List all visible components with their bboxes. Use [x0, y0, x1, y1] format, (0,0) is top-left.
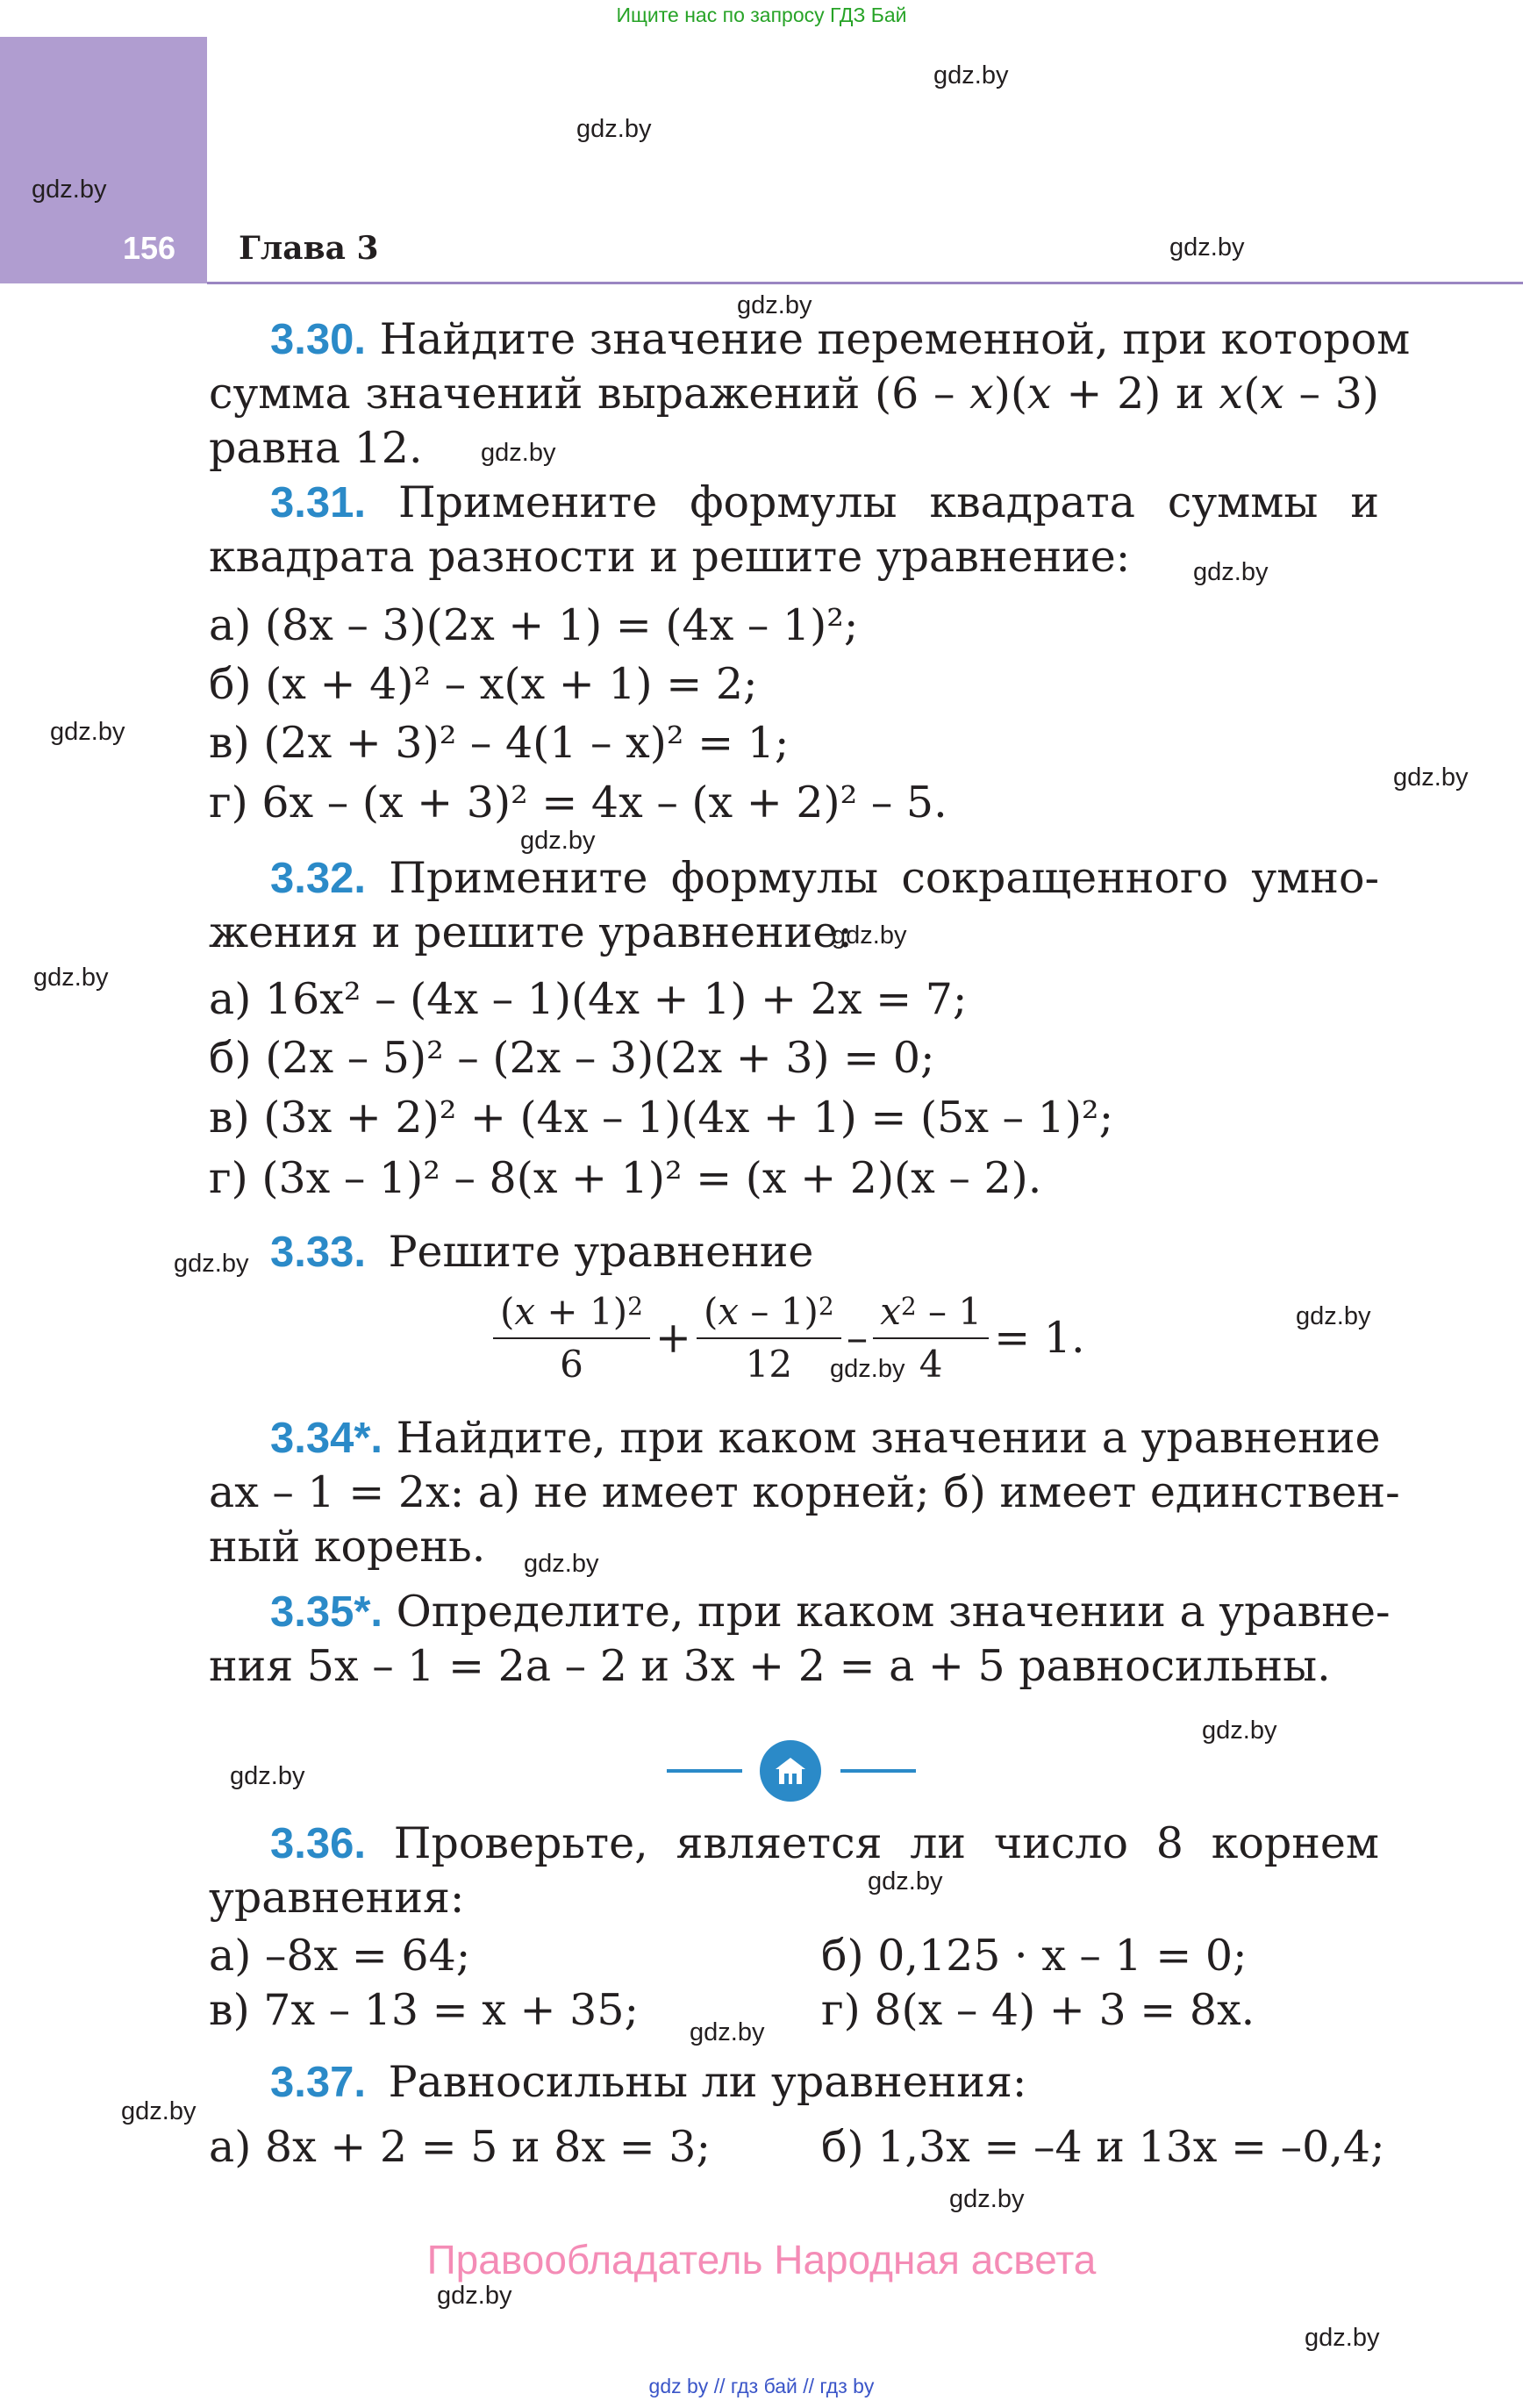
watermark: gdz.by [524, 1550, 599, 1578]
problem-number: 3.32. [270, 855, 366, 902]
top-note: Ищите нас по запросу ГДЗ Бай [616, 4, 907, 26]
problem-3-30-line1: 3.30. Найдите значение переменной, при котором [270, 314, 1411, 364]
watermark: gdz.by [230, 1762, 305, 1790]
watermark: gdz.by [949, 2185, 1025, 2213]
problem-3-32-item-a: а) 16x² – (4x – 1)(4x + 1) + 2x = 7; [209, 974, 968, 1024]
problem-3-31-item-c: в) (2x + 3)² – 4(1 – x)² = 1; [209, 718, 790, 768]
problem-3-31-item-d: г) 6x – (x + 3)² = 4x – (x + 2)² – 5. [209, 778, 947, 828]
watermark: gdz.by [737, 291, 812, 319]
problem-3-31-item-a: а) (8x – 3)(2x + 1) = (4x – 1)²; [209, 600, 859, 650]
problem-3-30-line3: равна 12. [209, 423, 423, 473]
footer-links: gdz by // гдз бай // гдз by [648, 2375, 875, 2397]
problem-3-36-item-a: а) –8x = 64; [209, 1931, 471, 1981]
divider-line-right [840, 1769, 916, 1773]
problem-3-33-equation: $\frac{(x + 1)^2}{6}$ + $\frac{(x - 1)^2}{12}$ – $\frac{x^2 - 1}{4}$ = 1. [488, 1290, 1085, 1387]
problem-3-37-item-b: б) 1,3x = –4 и 13x = –0,4; [821, 2122, 1385, 2172]
problem-number: 3.35*. [270, 1588, 383, 1636]
watermark: gdz.by [174, 1250, 249, 1278]
watermark: gdz.by [1193, 558, 1269, 586]
page-number: 156 [123, 230, 176, 266]
problem-number: 3.34*. [270, 1415, 383, 1462]
home-badge [760, 1740, 821, 1802]
problem-number: 3.37. [270, 2059, 366, 2106]
problem-3-37-item-a: а) 8x + 2 = 5 и 8x = 3; [209, 2122, 711, 2172]
problem-3-34-line1: 3.34*. Найдите, при каком значении a уравнение [270, 1413, 1381, 1463]
problem-3-32-item-d: г) (3x – 1)² – 8(x + 1)² = (x + 2)(x – 2). [209, 1153, 1042, 1203]
watermark: gdz.by [481, 439, 556, 467]
fraction: $\frac{(x - 1)^2}{12}$ [697, 1290, 841, 1387]
header-rule [207, 282, 1523, 284]
problem-3-32-line1: 3.32. Примените формулы сокращенного умно- [270, 853, 1380, 903]
problem-3-32-line2: жения и решите уравнение: [209, 907, 853, 957]
problem-3-32-item-b: б) (2x – 5)² – (2x – 3)(2x + 3) = 0; [209, 1033, 935, 1083]
watermark: gdz.by [33, 964, 109, 992]
problem-3-34-line2: ax – 1 = 2x: а) не имеет корней; б) имеет единствен- [209, 1467, 1400, 1517]
watermark: gdz.by [830, 1355, 905, 1383]
problem-3-31-line2: квадрата разности и решите уравнение: [209, 532, 1131, 582]
problem-number: 3.31. [270, 479, 366, 527]
watermark: gdz.by [1169, 233, 1245, 262]
problem-3-36-line2: уравнения: [209, 1873, 465, 1923]
watermark: gdz.by [933, 61, 1009, 90]
watermark: gdz.by [1305, 2324, 1380, 2352]
problem-3-31-item-b: б) (x + 4)² – x(x + 1) = 2; [209, 659, 758, 709]
problem-3-35-line1: 3.35*. Определите, при каком значении a уравне- [270, 1587, 1391, 1637]
watermark: gdz.by [50, 718, 125, 746]
fraction: $\frac{(x + 1)^2}{6}$ [493, 1290, 650, 1387]
fraction: $\frac{x^2 - 1}{4}$ [873, 1290, 989, 1387]
problem-3-37-line1: 3.37. Равносильны ли уравнения: [270, 2057, 1027, 2107]
watermark: gdz.by [437, 2282, 512, 2310]
watermark: gdz.by [1393, 763, 1469, 792]
watermark: gdz.by [1202, 1716, 1277, 1745]
watermark: gdz.by [121, 2097, 197, 2125]
watermark: gdz.by [690, 2018, 765, 2046]
watermark: gdz.by [520, 827, 596, 855]
watermark: gdz.by [1296, 1302, 1371, 1330]
problem-3-32-item-c: в) (3x + 2)² + (4x – 1)(4x + 1) = (5x – 1)²; [209, 1093, 1114, 1143]
problem-number: 3.33. [270, 1229, 366, 1276]
problem-3-30-line2: сумма значений выражений (6 – x)(x + 2) и x(x – 3) [209, 369, 1379, 419]
watermark: gdz.by [832, 921, 907, 950]
problem-3-35-line2: ния 5x – 1 = 2a – 2 и 3x + 2 = a + 5 равносильны. [209, 1641, 1331, 1691]
chapter-title: Глава 3 [239, 230, 379, 267]
problem-3-36-line1: 3.36. Проверьте, является ли число 8 корнем [270, 1818, 1379, 1868]
copyright-notice: Правообладатель Народная асвета [426, 2237, 1097, 2283]
problem-3-31-line1: 3.31. Примените формулы квадрата суммы и [270, 477, 1380, 527]
problem-3-33-line1: 3.33. Решите уравнение [270, 1227, 814, 1277]
problem-3-36-item-d: г) 8(x – 4) + 3 = 8x. [821, 1985, 1255, 2035]
watermark: gdz.by [32, 176, 107, 204]
problem-number: 3.36. [270, 1820, 366, 1867]
page-tab [0, 37, 207, 283]
house-icon [760, 1740, 821, 1802]
problem-number: 3.30. [270, 316, 366, 363]
problem-3-36-item-b: б) 0,125 · x – 1 = 0; [821, 1931, 1248, 1981]
problem-3-34-line3: ный корень. [209, 1522, 486, 1572]
problem-3-36-item-c: в) 7x – 13 = x + 35; [209, 1985, 639, 2035]
watermark: gdz.by [868, 1867, 943, 1896]
watermark: gdz.by [576, 115, 652, 143]
divider-line-left [667, 1769, 742, 1773]
